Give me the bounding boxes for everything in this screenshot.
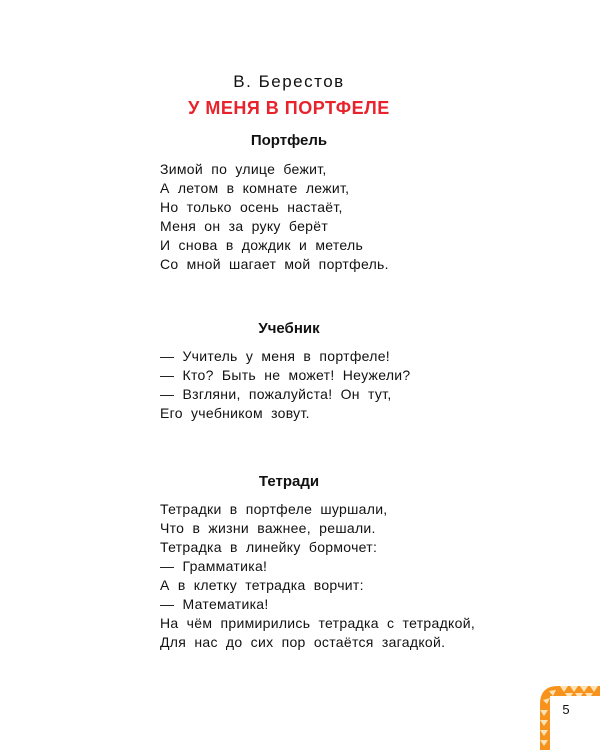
poem-line: — Математика! [160, 596, 269, 612]
poem-title-portfel: Портфель [250, 132, 328, 149]
poem-line: На чём примирились тетрадка с тетрадкой, [160, 615, 476, 631]
poem-body-uchebnik [160, 347, 560, 423]
poem-line: Со мной шагает мой портфель. [160, 256, 389, 272]
poem-line: Тетрадки в портфеле шуршали, [160, 501, 388, 517]
poem-line: Зимой по улице бежит, [160, 161, 327, 177]
author-name: В. Берестов [233, 72, 345, 91]
poem-body-portfel [160, 160, 560, 274]
poem-line: — Взгляни, пожалуйста! Он тут, [160, 386, 392, 402]
poem-line: Его учебником зовут. [160, 405, 310, 421]
poem-line: А летом в комнате лежит, [160, 180, 350, 196]
poem-line: — Кто? Быть не может! Неужели? [160, 367, 411, 383]
poem-line: А в клетку тетрадка ворчит: [160, 577, 364, 593]
book-section-title: У МЕНЯ В ПОРТФЕЛЕ [188, 98, 390, 118]
poem-line: Что в жизни важнее, решали. [160, 520, 376, 536]
poem-line: И снова в дождик и метель [160, 237, 364, 253]
poem-body-tetradi [160, 500, 560, 652]
poem-line: Но только осень настаёт, [160, 199, 343, 215]
poem-line: — Учитель у меня в портфеле! [160, 348, 390, 364]
poem-line: Меня он за руку берёт [160, 218, 329, 234]
page-number: 5 [562, 702, 570, 717]
poem-line: — Грамматика! [160, 558, 268, 574]
poem-title-uchebnik: Учебник [258, 320, 320, 337]
poem-line: Для нас до сих пор остаётся загадкой. [160, 634, 446, 650]
poem-title-tetradi: Тетради [258, 473, 320, 490]
poem-line: Тетрадка в линейку бормочет: [160, 539, 378, 555]
